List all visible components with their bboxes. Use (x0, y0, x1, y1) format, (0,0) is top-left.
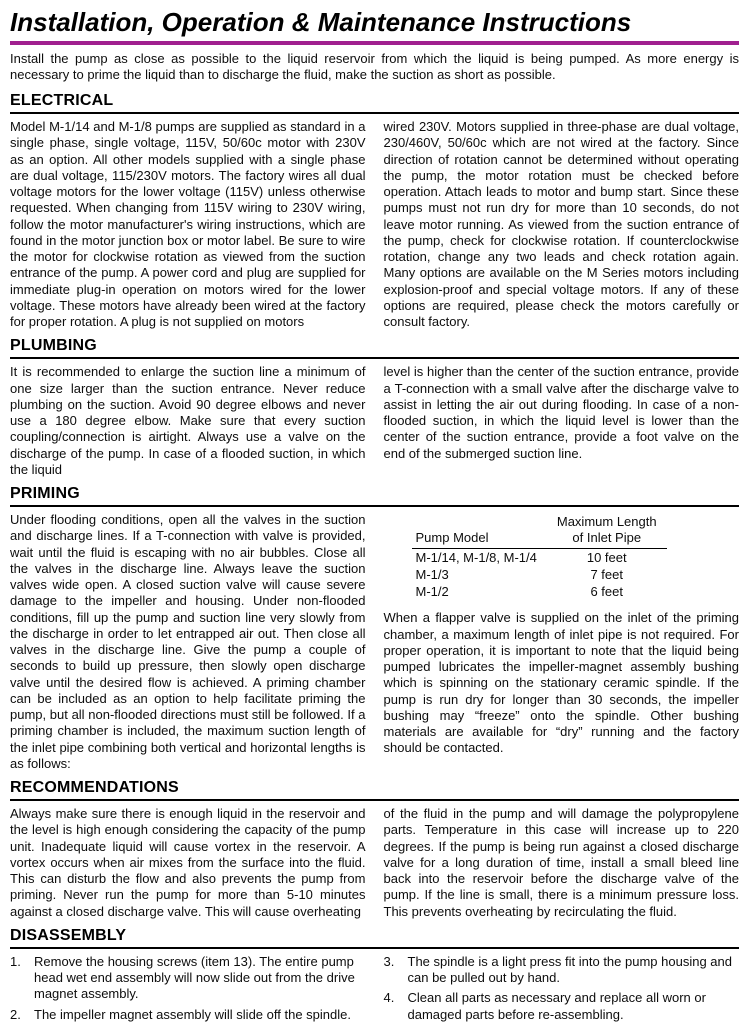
table-row (412, 566, 667, 583)
list-item-text: The impeller magnet assembly will slide off the spindle. (34, 1006, 351, 1022)
section-disassembly (10, 926, 739, 1027)
section-heading-disassembly: DISASSEMBLY (10, 926, 739, 949)
cell-max-length: 10 feet (586, 549, 627, 565)
recommendations-columns (10, 806, 739, 920)
section-heading-recommendations: RECOMMENDATIONS (10, 778, 739, 801)
plumbing-paragraph-left: It is recommended to enlarge the suction line a minimum of one size larger than the suction entrance. Never reduce plumbing on the suction. Avoid 90 degree elbows and never use a 180 degree elbow. Make sure that every suction coupling/connection is airtight. Always use a valve on the discharge of the pump. In case of a flooded suction, in which the liquid (10, 364, 366, 477)
list-item (384, 990, 740, 1023)
disassembly-columns (10, 954, 739, 1027)
priming-paragraph-right: When a flapper valve is supplied on the inlet of the priming chamber, a maximum length of inlet pipe is not required. For proper operation, it is important to note that the liquid being pumped lubricates the impeller-magnet assembly bushing which is spinning on the stationary ceramic spindle. If the pump is run dry for longer than 30 seconds, the impeller bushing may “freeze” onto the spindle. Other bushing materials are available for “dry” running and the factory should be contacted. (383, 610, 739, 756)
inlet-pipe-table-body (412, 548, 667, 600)
list-item-number: 2. (10, 1006, 21, 1022)
section-plumbing (10, 336, 739, 478)
table-header-max-length-line1: Maximum Length (556, 514, 657, 529)
list-item-number: 3. (383, 953, 395, 969)
list-item-number: 1. (10, 953, 21, 969)
section-recommendations (10, 778, 739, 920)
list-item (10, 1007, 366, 1023)
cell-pump-model: M-1/2 (415, 584, 449, 599)
table-header-max-length-line2: of Inlet Pipe (572, 530, 642, 546)
intro-paragraph: Install the pump as close as possible to the liquid reservoir from which the liquid is being pumped. As more energy is necessary to prime the liquid than to discharge the fluid, make the suction as short as possible. (10, 50, 739, 82)
inlet-pipe-table-head (412, 514, 667, 548)
cell-pump-model: M-1/3 (415, 566, 449, 582)
section-electrical (10, 91, 739, 330)
list-item (384, 954, 740, 987)
section-heading-plumbing: PLUMBING (10, 336, 739, 359)
priming-column-right (384, 512, 740, 772)
table-header-row (412, 514, 667, 548)
section-heading-electrical: ELECTRICAL (10, 91, 739, 114)
priming-paragraph-left: Under flooding conditions, open all the valves in the suction and discharge lines. If a T-connection with valve is provided, wait until the fluid is escaping with no air bubbles. Close all the valves in the discharge line. Always leave the suction valves wide open. A closed suction valve will cause severe damage to the impeller and housing. Under non-flooded conditions, fill up the pump and suction line very slowly from the discharge in order to let entrapped air out. Then close all valves in the discharge line. Give the pump a couple of seconds to build up pressure, then slowly open discharge valve until the desired flow is achieved. A priming chamber can be included as an option to help facilitate priming the pump, but all non-flooded directions must still be followed. If a priming chamber is included, the maximum suction length of the inlet pipe combining both vertical and horizontal lengths is as follows: (10, 512, 366, 771)
document-header (10, 6, 739, 45)
electrical-paragraph-left: Model M-1/14 and M-1/8 pumps are supplied as standard in a single phase, single voltage, 115V, 50/60c motor with 230V as an option. All other models supplied with a single phase are dual voltage, 115/230V motors. The factory wires all dual voltage motors for the lower voltage (115V) unless otherwise requested. When changing from 115V wiring to 230V wiring, follow the motor manufacturer's wiring instructions, which are found in the motor junction box or motor label. Be sure to wire the motor for clockwise rotation as viewed from the suction entrance of the pump. A power cord and plug are supplied for immediate plug-in operation on motors wired for the lower voltage. These motors have already been wired at the factory for proper rotation. A plug is not supplied on motors (10, 119, 366, 329)
section-priming (10, 484, 739, 772)
page-title: Installation, Operation & Maintenance Instructions (10, 7, 632, 37)
list-item-text: The spindle is a light press fit into the pump housing and can be pulled out by hand. (407, 953, 732, 985)
recommendations-paragraph-right: of the fluid in the pump and will damage the polypropylene parts. Temperature in this case will increase up to 220 degrees. If the pump is being run against a closed discharge valve for a long duration of time, install a small bleed line back into the reservoir before the discharge valve of the pump. If the line is small, there is a minimum pressure loss. This prevents overheating by recirculating the fluid. (383, 806, 739, 919)
plumbing-columns (10, 364, 739, 478)
cell-max-length: 7 feet (590, 566, 623, 582)
list-item-text: Clean all parts as necessary and replace all worn or damaged parts before re-assembling. (407, 990, 706, 1022)
disassembly-column-right (384, 954, 740, 1027)
electrical-columns (10, 119, 739, 330)
recommendations-paragraph-left: Always make sure there is enough liquid in the reservoir and the level is high enough considering the capacity of the pump unit. Inadequate liquid will cause vortex in the reservoir. A vortex occurs when air mixes from the surface into the fluid. This can disturb the flow and also prevents the pump from priming. Never run the pump for more than 5-10 minutes against a closed discharge valve. This will cause overheating (10, 806, 366, 919)
list-item (10, 954, 366, 1003)
table-row (412, 548, 667, 566)
plumbing-paragraph-right: level is higher than the center of the suction entrance, provide a T-connection with a small valve after the discharge valve to assist in letting the air out during flooding. In case of a non-flooded suction, in which the liquid level is lower than the center of the suction entrance, provide a foot valve on the end of the submerged suction line. (383, 364, 739, 461)
title-rule (10, 41, 739, 45)
inlet-pipe-table (412, 514, 667, 600)
table-header-max-length (547, 514, 667, 548)
priming-columns (10, 512, 739, 772)
list-item-text: Remove the housing screws (item 13). The entire pump head wet end assembly will now slide out from the drive magnet assembly. (34, 953, 355, 1002)
disassembly-column-left (10, 954, 366, 1027)
cell-max-length: 6 feet (590, 584, 623, 599)
section-heading-priming: PRIMING (10, 484, 739, 507)
electrical-paragraph-right: wired 230V. Motors supplied in three-phase are dual voltage, 230/460V, 50/60c which are not wired at the factory. Since direction of rotation cannot be determined without operating the pump, the motor rotation must be checked before operation. Attach leads to motor and bump start. Since these pumps must not run dry for more than 10 seconds, do not leave motor running. As viewed from the suction entrance of the pump, check for clockwise rotation. If counterclockwise rotation, change any two leads and check rotation again. Many options are available on the M Series motors including explosion-proof and special voltage motors. If any of these options are required, please check the motors carefully or consult factory. (383, 119, 739, 329)
cell-pump-model: M-1/14, M-1/8, M-1/4 (415, 549, 537, 565)
table-row (412, 583, 667, 600)
table-header-pump-model: Pump Model (412, 514, 547, 548)
list-item-number: 4. (383, 990, 395, 1006)
